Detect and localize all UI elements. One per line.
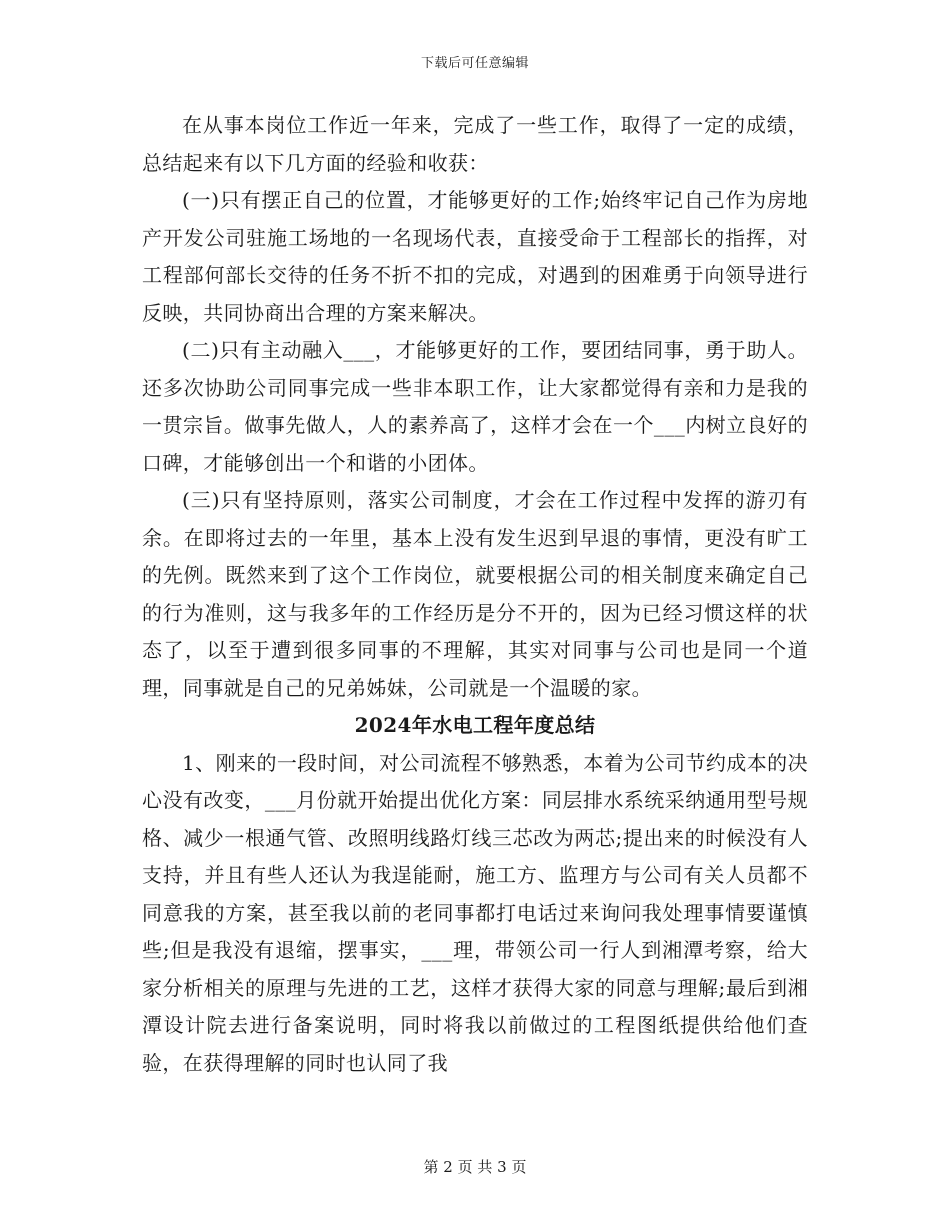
paragraph-section-1: 1、刚来的一段时间，对公司流程不够熟悉，本着为公司节约成本的决心没有改变，___月份就开始提出优化方案：同层排水系统采纳通用型号规格、减少一根通气管、改照明线路灯线三芯改为两芯;提出来的时候没有人支持，并且有些人还认为我逞能耐，施工方、监理方与公司有关人员都不同意我的方案，甚至我以前的老同事都打电话过来询问我处理事情要谨慎些;但是我没有退缩，摆事实，___理，带领公司一行人到湘潭考察，给大家分析相关的原理与先进的工艺，这样才获得大家的同意与理解;最后到湘潭设计院去进行备案说明，同时将我以前做过的工程图纸提供给他们查验，在获得理解的同时也认同了我 <box>142 750 808 1075</box>
page-header: 下载后可任意编辑 <box>420 56 529 71</box>
document-body <box>142 107 808 1082</box>
paragraph-point-3: (三)只有坚持原则，落实公司制度，才会在工作过程中发挥的游刃有余。在即将过去的一年里，基本上没有发生迟到早退的事情，更没有旷工的先例。既然来到了这个工作岗位，就要根据公司的相关制度来确定自己的行为准则，这与我多年的工作经历是分不开的，因为已经习惯这样的状态了，以至于遭到很多同事的不理解，其实对同事与公司也是同一个道理，同事就是自己的兄弟姊妹，公司就是一个温暖的家。 <box>142 488 808 700</box>
page-number: 第 2 页 共 3 页 <box>423 1158 527 1176</box>
section-title: 2024年水电工程年度总结 <box>354 713 596 737</box>
paragraph-intro: 在从事本岗位工作近一年来，完成了一些工作，取得了一定的成绩，总结起来有以下几方面的经验和收获： <box>142 113 808 175</box>
paragraph-point-2: (二)只有主动融入___，才能够更好的工作，要团结同事，勇于助人。还多次协助公司同事完成一些非本职工作，让大家都觉得有亲和力是我的一贯宗旨。做事先做人，人的素养高了，这样才会在一个___内树立良好的口碑，才能够创出一个和谐的小团体。 <box>142 338 808 475</box>
paragraph-point-1: (一)只有摆正自己的位置，才能够更好的工作;始终牢记自己作为房地产开发公司驻施工场地的一名现场代表，直接受命于工程部长的指挥，对工程部何部长交待的任务不折不扣的完成，对遇到的困难勇于向领导进行反映，共同协商出合理的方案来解决。 <box>142 188 808 325</box>
